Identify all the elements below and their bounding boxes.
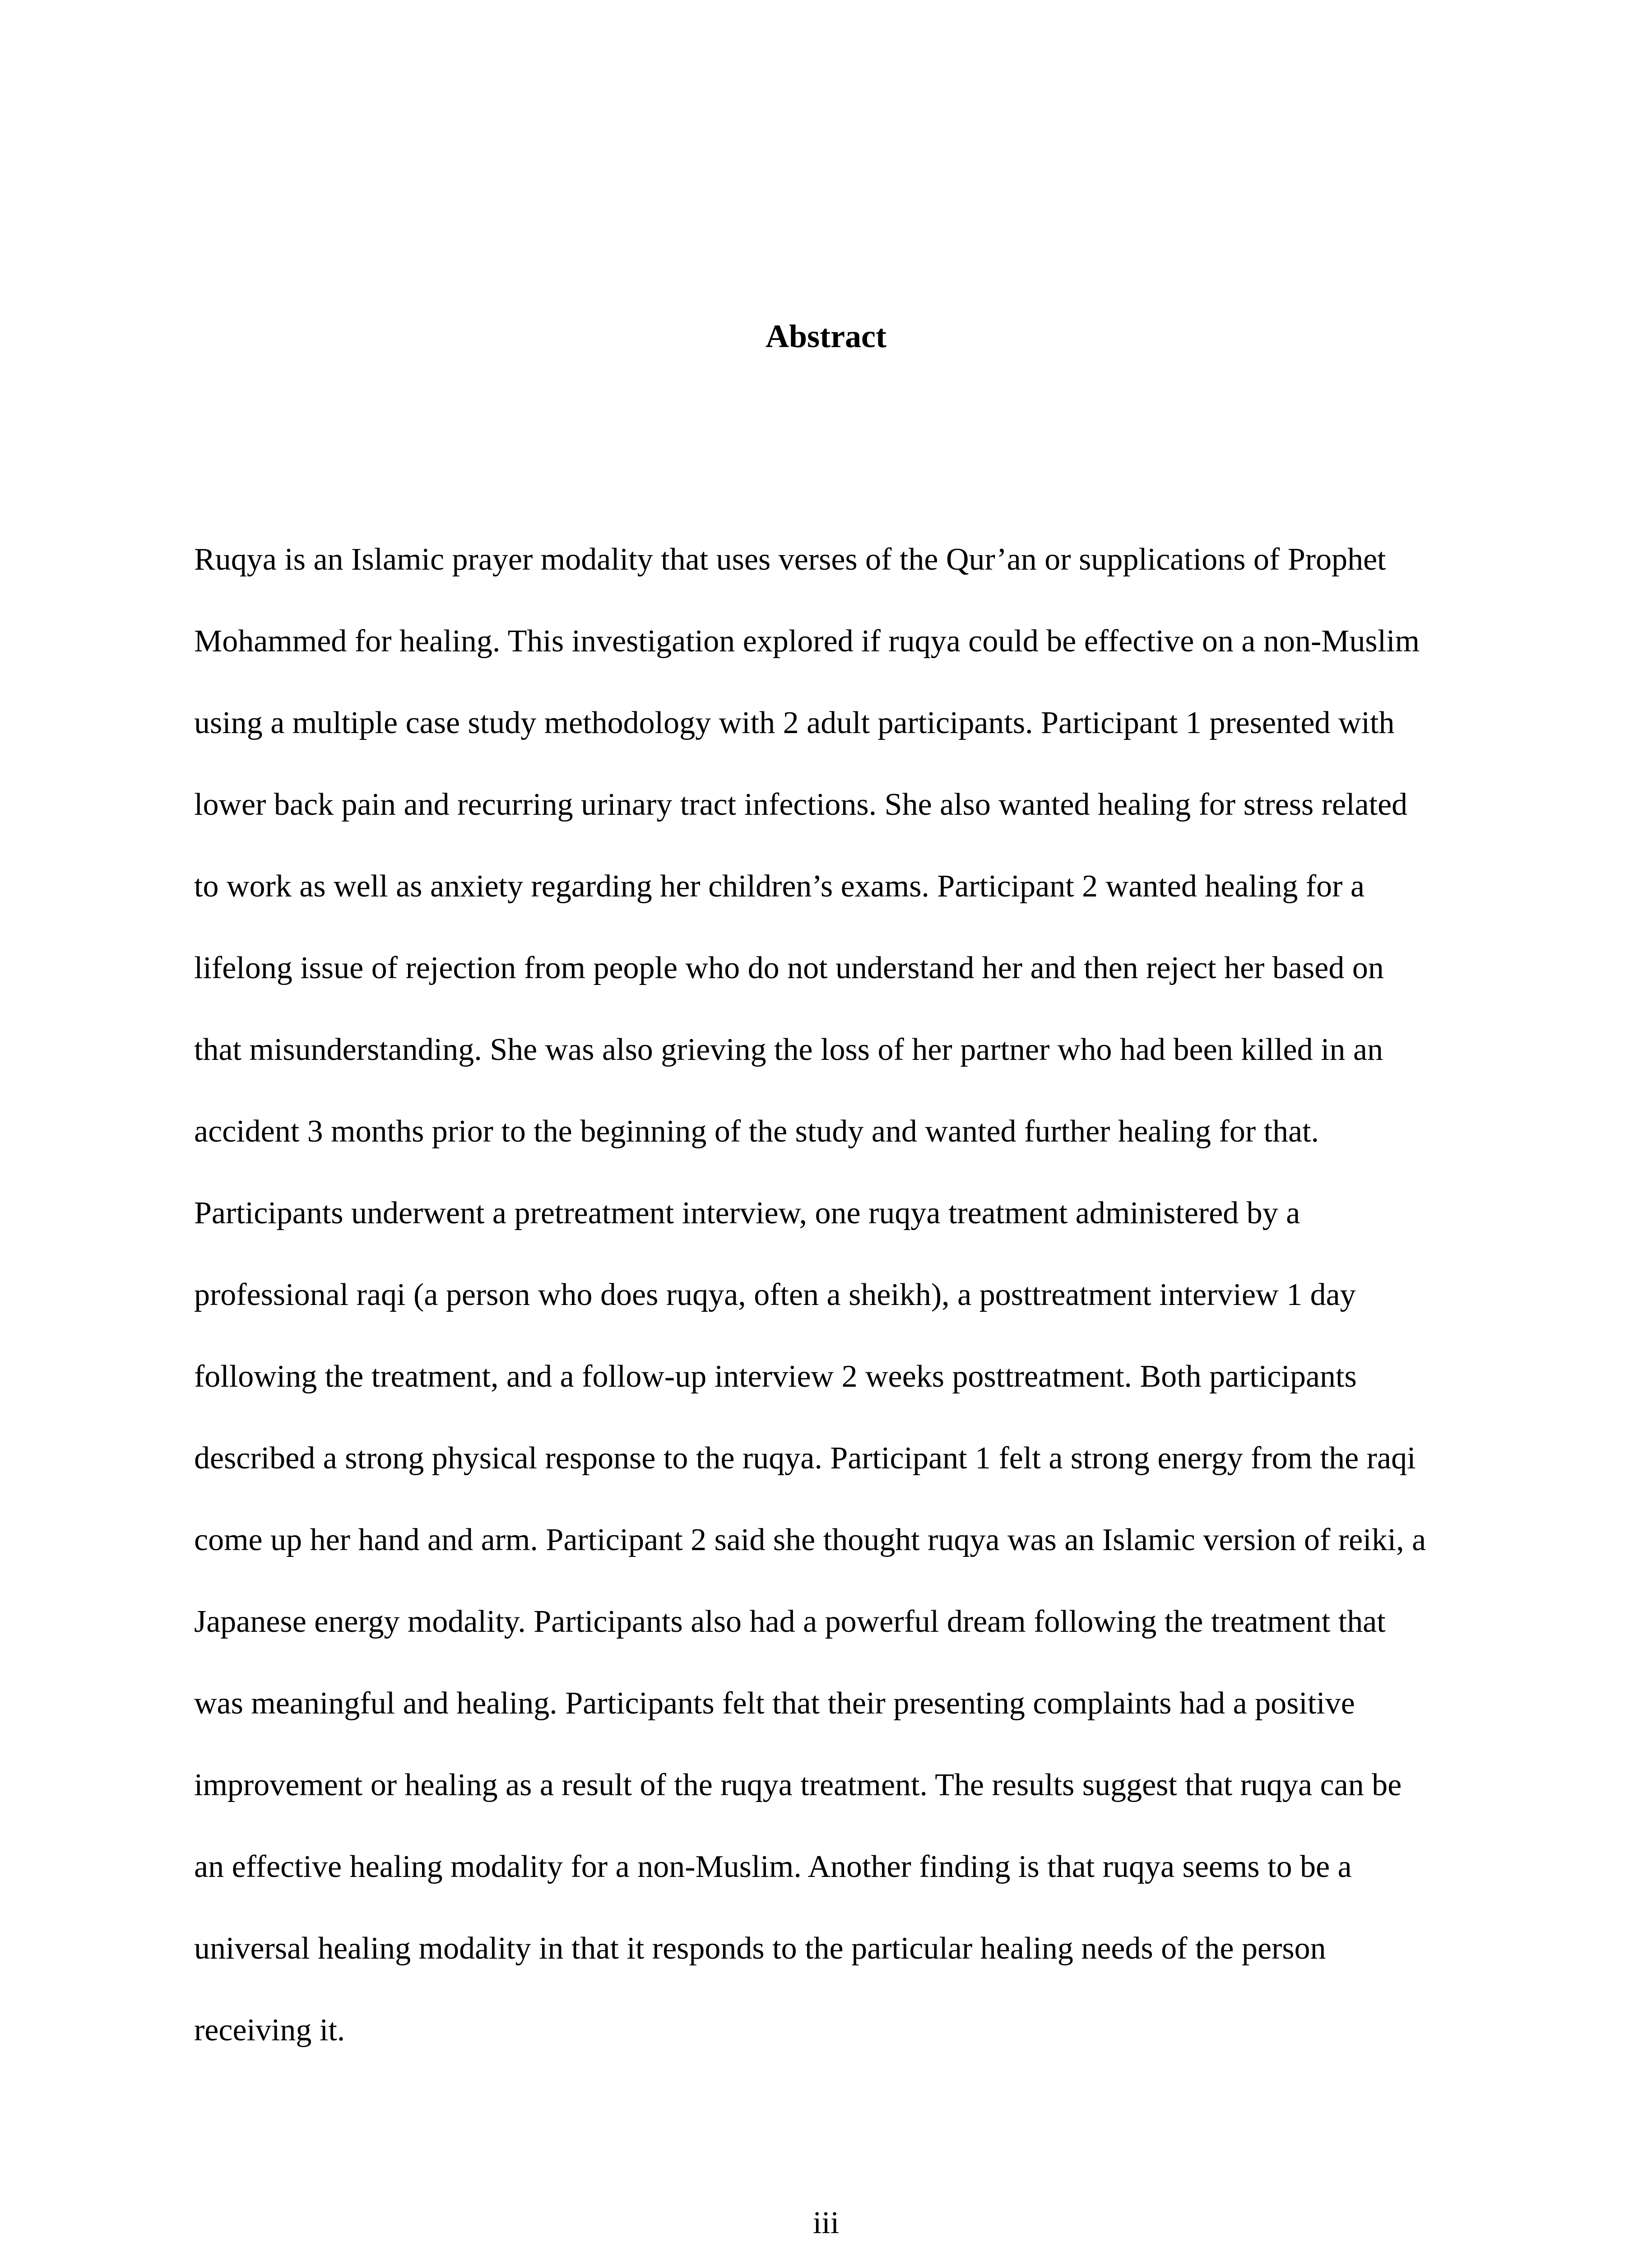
abstract-line: an effective healing modality for a non-Muslim. Another finding is that ruqya seems to be a	[194, 1849, 1352, 1884]
abstract-line: following the treatment, and a follow-up interview 2 weeks posttreatment. Both participants	[194, 1359, 1357, 1394]
abstract-body	[194, 539, 1494, 2092]
abstract-line: to work as well as anxiety regarding her children’s exams. Participant 2 wanted healing for a	[194, 869, 1365, 904]
abstract-line: accident 3 months prior to the beginning of the study and wanted further healing for that.	[194, 1114, 1319, 1149]
abstract-line: Participants underwent a pretreatment interview, one ruqya treatment administered by a	[194, 1196, 1300, 1231]
abstract-line: Ruqya is an Islamic prayer modality that uses verses of the Qur’an or supplications of Prophet	[194, 542, 1386, 577]
abstract-line: professional raqi (a person who does ruqya, often a sheikh), a posttreatment interview 1 day	[194, 1277, 1356, 1312]
abstract-line: come up her hand and arm. Participant 2 said she thought ruqya was an Islamic version of reiki, a	[194, 1523, 1426, 1557]
abstract-line: described a strong physical response to the ruqya. Participant 1 felt a strong energy from the raqi	[194, 1441, 1416, 1476]
abstract-line: universal healing modality in that it responds to the particular healing needs of the person	[194, 1931, 1326, 1966]
abstract-line: using a multiple case study methodology with 2 adult participants. Participant 1 presented with	[194, 706, 1395, 740]
abstract-line: Mohammed for healing. This investigation explored if ruqya could be effective on a non-Muslim	[194, 624, 1420, 659]
abstract-line: improvement or healing as a result of the ruqya treatment. The results suggest that ruqya can be	[194, 1768, 1402, 1802]
abstract-line: lifelong issue of rejection from people who do not understand her and then reject her based on	[194, 951, 1384, 985]
abstract-line: receiving it.	[194, 2013, 345, 2048]
abstract-line: that misunderstanding. She was also grieving the loss of her partner who had been killed in an	[194, 1032, 1383, 1067]
abstract-line: lower back pain and recurring urinary tract infections. She also wanted healing for stress related	[194, 787, 1408, 822]
abstract-line: Japanese energy modality. Participants also had a powerful dream following the treatment that	[194, 1604, 1386, 1639]
abstract-heading: Abstract	[766, 318, 886, 354]
page-number: iii	[812, 2206, 840, 2240]
abstract-line: was meaningful and healing. Participants felt that their presenting complaints had a positive	[194, 1686, 1355, 1721]
